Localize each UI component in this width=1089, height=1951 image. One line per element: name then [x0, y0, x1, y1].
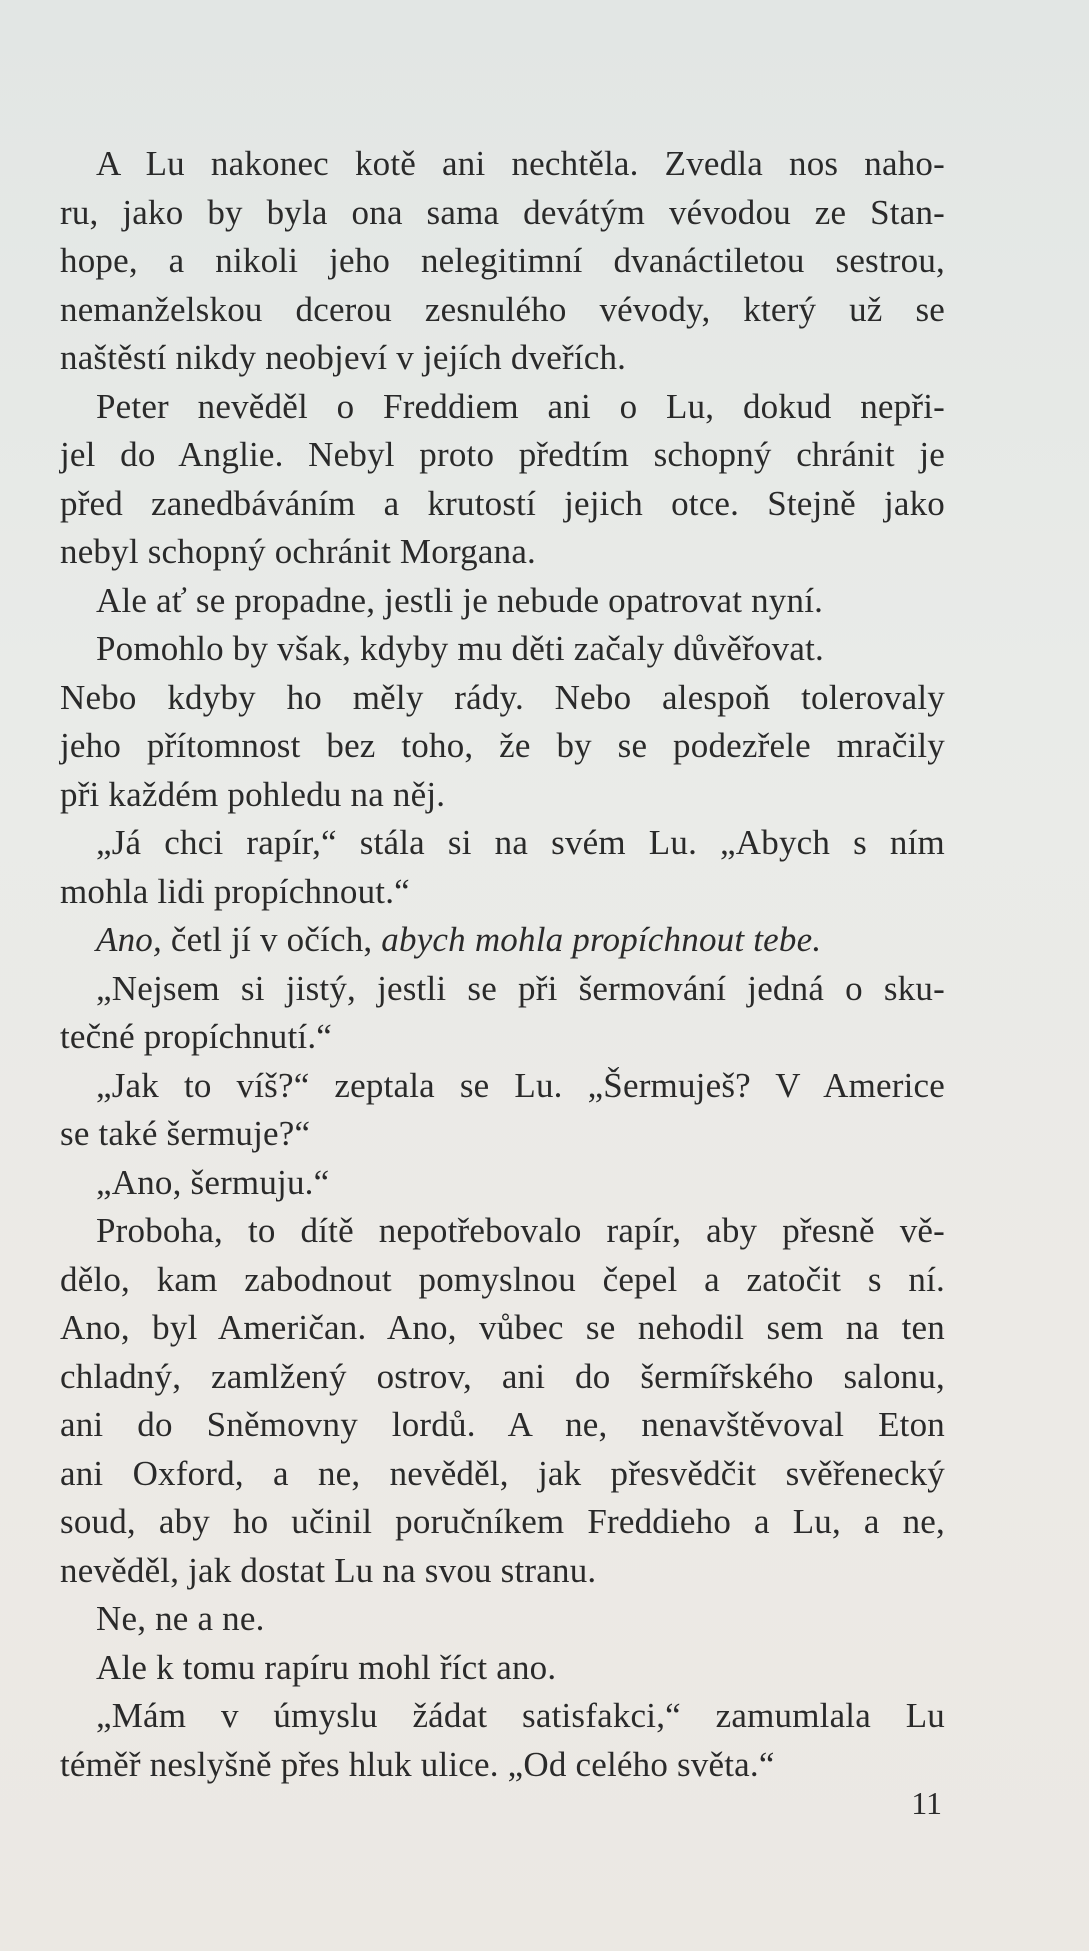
- text-line: ani do Sněmovny lordů. A ne, nenavštěvoval Eton: [60, 1405, 945, 1444]
- text-line: „Mám v úmyslu žádat satisfakci,“ zamumlala Lu: [96, 1696, 945, 1735]
- text-line: Ale k tomu rapíru mohl říct ano.: [96, 1647, 557, 1687]
- italic-span: abych mohla propíchnout tebe.: [381, 920, 822, 959]
- body-text: [60, 140, 945, 1789]
- text-line: mohla lidi propíchnout.“: [60, 871, 410, 911]
- text-line: „Jak to víš?“ zeptala se Lu. „Šermuješ? V Americe: [96, 1065, 945, 1105]
- text-line: téměř neslyšně přes hluk ulice. „Od celého světa.“: [60, 1744, 775, 1784]
- text-line: soud, aby ho učinil poručníkem Freddieho a Lu, a ne,: [60, 1502, 945, 1541]
- text-line: A Lu nakonec kotě ani nechtěla. Zvedla nos naho-: [96, 144, 945, 183]
- text-line: Peter nevěděl o Freddiem ani o Lu, dokud nepři-: [96, 386, 945, 426]
- text-line: tečné propíchnutí.“: [60, 1017, 333, 1056]
- text-line: ani Oxford, a ne, nevěděl, jak přesvědčit svěřenecký: [60, 1453, 945, 1493]
- text-line: Pomohlo by však, kdyby mu děti začaly důvěřovat.: [96, 629, 824, 668]
- text-line: Nebo kdyby ho měly rády. Nebo alespoň tolerovaly: [60, 677, 945, 717]
- text-line: ru, jako by byla ona sama devátým vévodou ze Stan-: [60, 192, 945, 232]
- text-line: jel do Anglie. Nebyl proto předtím schopný chránit je: [60, 435, 945, 474]
- text-line: hope, a nikoli jeho nelegitimní dvanáctiletou sestrou,: [60, 241, 945, 280]
- text-line: naštěstí nikdy neobjeví v jejích dveřích.: [60, 338, 627, 377]
- italic-span: Ano,: [96, 920, 162, 959]
- text-line: „Já chci rapír,“ stála si na svém Lu. „Abych s ním: [96, 823, 945, 862]
- text-line: se také šermuje?“: [60, 1114, 311, 1153]
- text-line: při každém pohledu na něj.: [60, 774, 446, 814]
- text-line: Ne, ne a ne.: [96, 1599, 265, 1638]
- text-line: „Nejsem si jistý, jestli se při šermování jedná o sku-: [96, 968, 945, 1008]
- text-line: Proboha, to dítě nepotřebovalo rapír, aby přesně vě-: [96, 1211, 945, 1250]
- text-line: dělo, kam zabodnout pomyslnou čepel a zatočit s ní.: [60, 1259, 945, 1299]
- text-line: nebyl schopný ochránit Morgana.: [60, 532, 536, 571]
- text-span: četl jí v očích,: [161, 920, 382, 959]
- text-line: před zanedbáváním a krutostí jejich otce. Stejně jako: [60, 483, 945, 523]
- text-line: „Ano, šermuju.“: [96, 1162, 330, 1202]
- text-line: Ale ať se propadne, jestli je nebude opatrovat nyní.: [96, 580, 824, 620]
- text-line: chladný, zamlžený ostrov, ani do šermířského salonu,: [60, 1356, 945, 1396]
- text-line: jeho přítomnost bez toho, že by se podezřele mračily: [60, 726, 945, 765]
- page-number: 11: [911, 1785, 942, 1821]
- text-line: nemanželskou dcerou zesnulého vévody, který už se: [60, 289, 945, 329]
- text-line: nevěděl, jak dostat Lu na svou stranu.: [60, 1550, 597, 1590]
- text-line: Ano, byl Američan. Ano, vůbec se nehodil sem na ten: [60, 1308, 945, 1347]
- text-line: [60, 916, 945, 965]
